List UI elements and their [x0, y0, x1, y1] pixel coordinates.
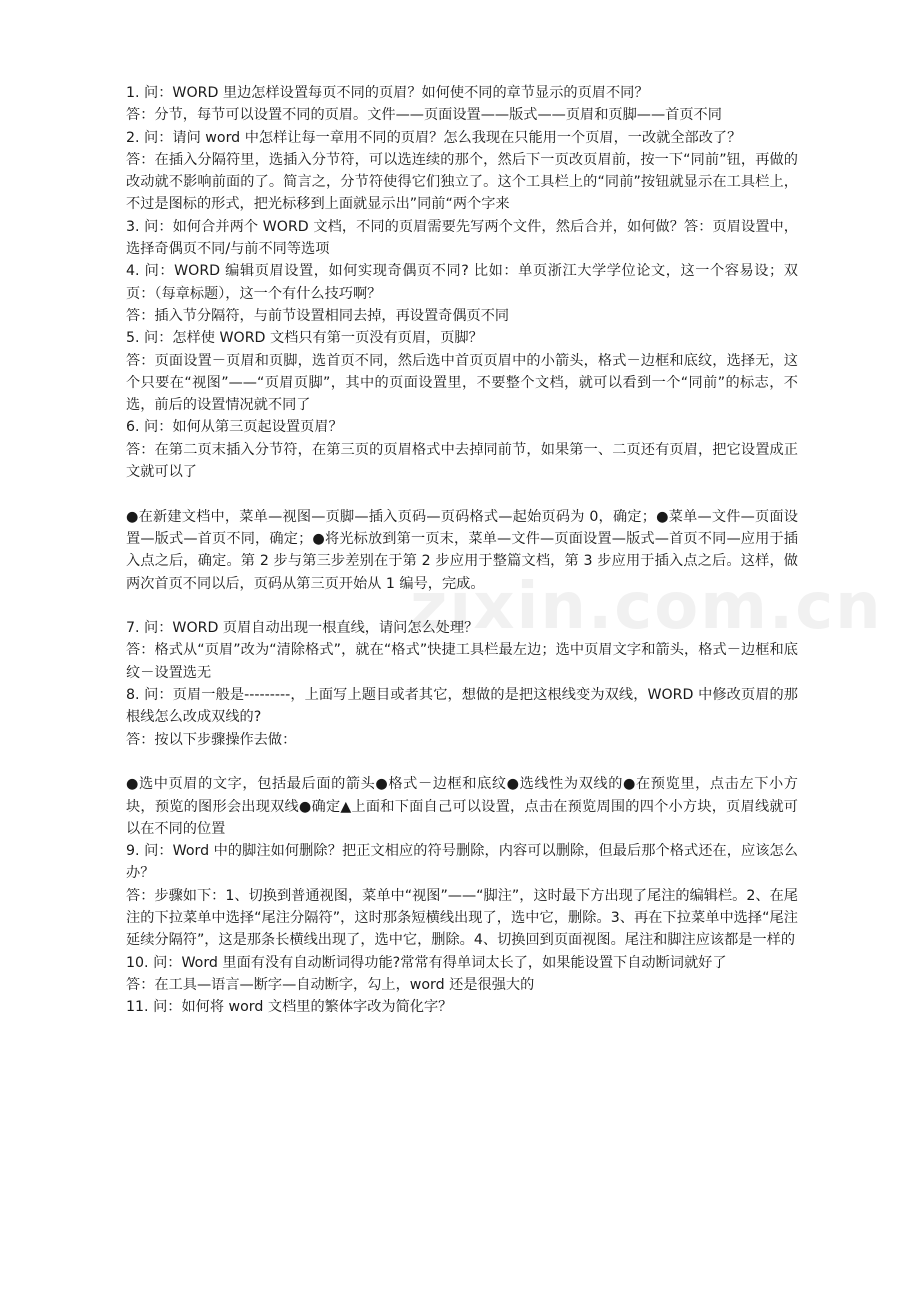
question-6: 6. 问：如何从第三页起设置页眉？	[126, 419, 343, 436]
question-4: 4. 问：WORD 编辑页眉设置，如何实现奇偶页不同? 比如：单页浙江大学学位论文，这一个容易设；双页：（每章标题），这一个有什么技巧啊？	[126, 263, 798, 302]
question-1: 1. 问：WORD 里边怎样设置每页不同的页眉？如何使不同的章节显示的页眉不同？	[126, 85, 649, 101]
question-7: 7. 问：WORD 页眉自动出现一根直线，请问怎么处理？	[126, 620, 479, 637]
question-10: 10. 问：Word 里面有没有自动断词得功能?常常有得单词太长了，如果能设置下自动断词就好了	[126, 954, 727, 971]
question-9: 9. 问：Word 中的脚注如何删除？把正文相应的符号删除，内容可以删除，但最后那个格式还在，应该怎么办？	[126, 843, 798, 882]
answer-1: 答：分节，每节可以设置不同的页眉。文件——页面设置——版式——页眉和页脚——首页不同	[126, 107, 722, 124]
blank-line	[126, 751, 798, 773]
blank-line	[126, 595, 798, 617]
answer-6: 答：在第二页末插入分节符，在第三页的页眉格式中去掉同前节，如果第一、二页还有页眉，把它设置成正文就可以了	[126, 441, 798, 481]
answer-7: 答：格式从“页眉”改为“清除格式”，就在“格式”快捷工具栏最左边；选中页眉文字和箭头，格式－边框和底纹－设置选无	[126, 642, 798, 681]
answer-2: 答：在插入分隔符里，选插入分节符，可以选连续的那个，然后下一页改页眉前，按一下“同前”钮，再做的改动就不影响前面的了。简言之，分节符使得它们独立了。这个工具栏上的“同前”按钮就显示在工具栏上，不过是图标的形式，把光标移到上面就显示出”同前“两个字来	[126, 151, 798, 213]
answer-4: 答：插入节分隔符，与前节设置相同去掉，再设置奇偶页不同	[126, 307, 510, 324]
answer-9: 答：步骤如下：1、切换到普通视图，菜单中“视图”——“脚注”，这时最下方出现了尾注的编辑栏。2、在尾注的下拉菜单中选择“尾注分隔符”，这时那条短横线出现了，选中它，删除。3、再在下拉菜单中选择“尾注延续分隔符”，这是那条长横线出现了，选中它，删除。4、切换回到页面视图。尾注和脚注应该都是一样的	[126, 887, 798, 949]
question-3: 3. 问：如何合并两个 WORD 文档，不同的页眉需要先写两个文件，然后合并，如何做？答：页眉设置中，选择奇偶页不同/与前不同等选项	[126, 218, 798, 258]
question-11: 11. 问：如何将 word 文档里的繁体字改为简化字？	[126, 999, 453, 1016]
question-5: 5. 问：怎样使 WORD 文档只有第一页没有页眉，页脚？	[126, 330, 483, 347]
answer-8: 答：按以下步骤操作去做：	[126, 731, 297, 748]
steps-double-line: ●选中页眉的文字，包括最后面的箭头●格式－边框和底纹●选线性为双线的●在预览里，点击左下小方块，预览的图形会出现双线●确定▲上面和下面自己可以设置，点击在预览周围的四个小方块，页眉线就可以在不同的位置	[126, 776, 798, 837]
watermark: zixin.com.cn	[410, 570, 883, 644]
answer-10: 答：在工具—语言—断字—自动断字，勾上，word 还是很强大的	[126, 976, 535, 993]
question-2: 2. 问：请问 word 中怎样让每一章用不同的页眉？怎么我现在只能用一个页眉，一改就全部改了？	[126, 129, 742, 146]
document-body	[126, 82, 798, 1018]
question-8: 8. 问：页眉一般是---------，上面写上题目或者其它，想做的是把这根线变为双线，WORD 中修改页眉的那根线怎么改成双线的?	[126, 687, 798, 726]
answer-5: 答：页面设置－页眉和页脚，选首页不同，然后选中首页页眉中的小箭头，格式－边框和底纹，选择无，这个只要在“视图”——“页眉页脚”，其中的页面设置里，不要整个文档，就可以看到一个“同前”的标志，不选，前后的设置情况就不同了	[126, 352, 798, 414]
blank-line	[126, 483, 798, 505]
steps-page-number: ●在新建文档中，菜单—视图—页脚—插入页码—页码格式—起始页码为 0，确定；●菜单—文件—页面设置—版式—首页不同，确定；●将光标放到第一页末，菜单—文件—页面设置—版式—首页不同—应用于插入点之后，确定。第 2 步与第三步差别在于第 2 步应用于整篇文档，第 3 步应用于插入点之后。这样，做两次首页不同以后，页码从第三页开始从 1 编号，完成。	[126, 508, 798, 592]
